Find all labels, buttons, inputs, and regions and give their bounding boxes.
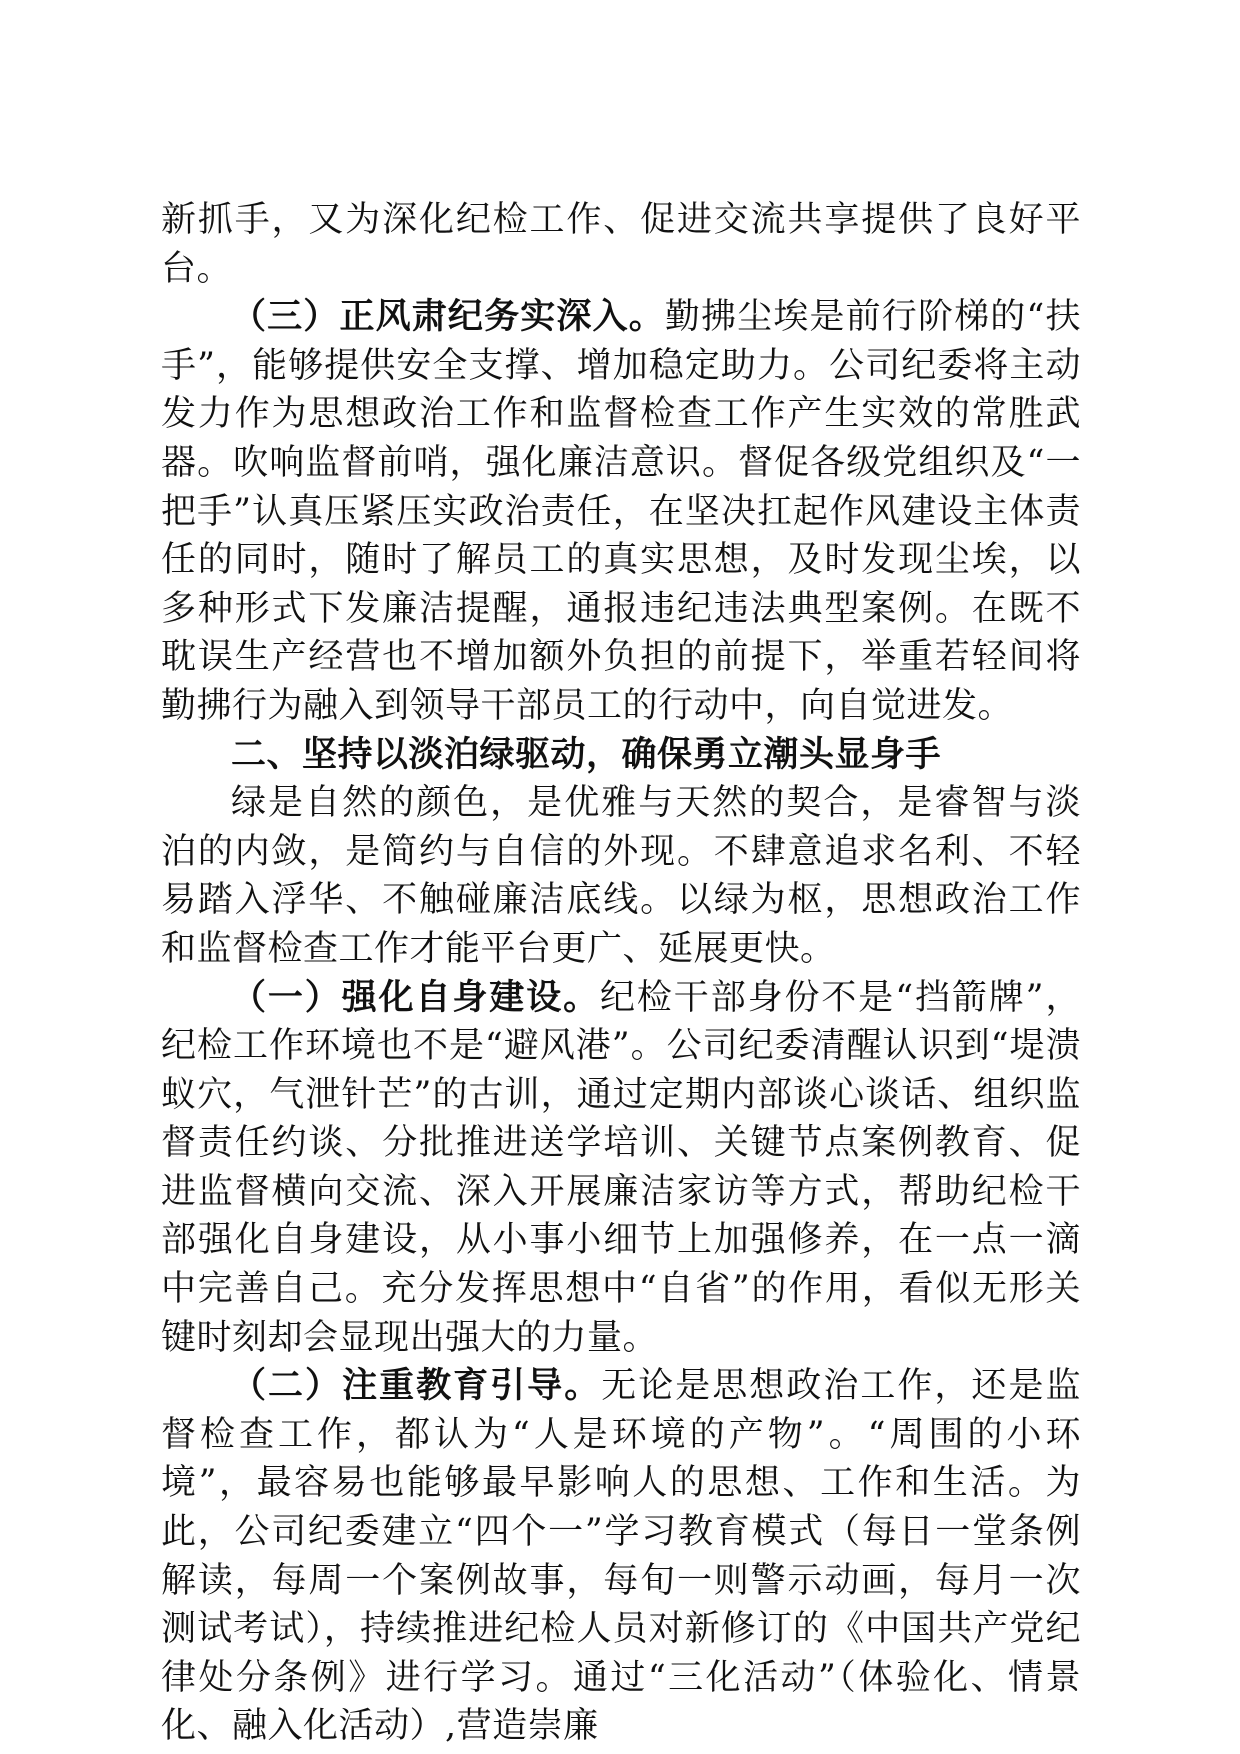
paragraph-text: 勤拂尘埃是前行阶梯的“扶手”，能够提供安全支撑、增加稳定助力。公司纪委将主动发力作为思想政治工作和监督检查工作产生实效的常胜武器。吹响监督前哨，强化廉洁意识。督促各级党组织及“一把手”认真压紧压实政治责任，在坚决扛起作风建设主体责任的同时，随时了解员工的真实思想，及时发现尘埃，以多种形式下发廉洁提醒，通报违纪违法典型案例。在既不耽误生产经营也不增加额外负担的前提下，举重若轻间将勤拂行为融入到领导干部员工的行动中，向自觉进发。 (161, 297, 1081, 726)
paragraph-text: 无论是思想政治工作，还是监督检查工作，都认为“人是环境的产物”。“周围的小环境”，最容易也能够最早影响人的思想、工作和生活。为此，公司纪委建立“四个一”学习教育模式（每日一堂条例解读，每周一个案例故事，每旬一则警示动画，每月一次测试考试），持续推进纪检人员对新修订的《中国共产党纪律处分条例》进行学习。通过“三化活动”（体验化、情景化、融入化活动）,营造崇廉 (161, 1366, 1081, 1747)
document-body (161, 196, 1081, 1751)
subsection-title: （一）强化自身建设。 (231, 977, 600, 1018)
paragraph-subsection-1 (161, 974, 1081, 1363)
subsection-title: （二）注重教育引导。 (231, 1366, 602, 1407)
paragraph-text: 绿是自然的颜色，是优雅与天然的契合，是睿智与淡泊的内敛，是简约与自信的外现。不肆意追求名利、不轻易踏入浮华、不触碰廉洁底线。以绿为枢，思想政治工作和监督检查工作才能平台更广、延展更快。 (161, 783, 1081, 969)
paragraph-body (161, 779, 1081, 973)
paragraph-text: 新抓手，又为深化纪检工作、促进交流共享提供了良好平台。 (161, 200, 1081, 289)
paragraph-subsection-3 (161, 293, 1081, 730)
paragraph-subsection-2 (161, 1362, 1081, 1751)
paragraph-continuation (161, 196, 1081, 293)
section-heading-2: 二、坚持以淡泊绿驱动，确保勇立潮头显身手 (231, 734, 942, 775)
paragraph-text: 纪检干部身份不是“挡箭牌”，纪检工作环境也不是“避风港”。公司纪委清醒认识到“堤溃蚁穴，气泄针芒”的古训，通过定期内部谈心谈话、组织监督责任约谈、分批推进送学培训、关键节点案例教育、促进监督横向交流、深入开展廉洁家访等方式，帮助纪检干部强化自身建设，从小事小细节上加强修养，在一点一滴中完善自己。充分发挥思想中“自省”的作用，看似无形关键时刻却会显现出强大的力量。 (161, 977, 1081, 1358)
subsection-title: （三）正风肃纪务实深入。 (231, 297, 665, 338)
